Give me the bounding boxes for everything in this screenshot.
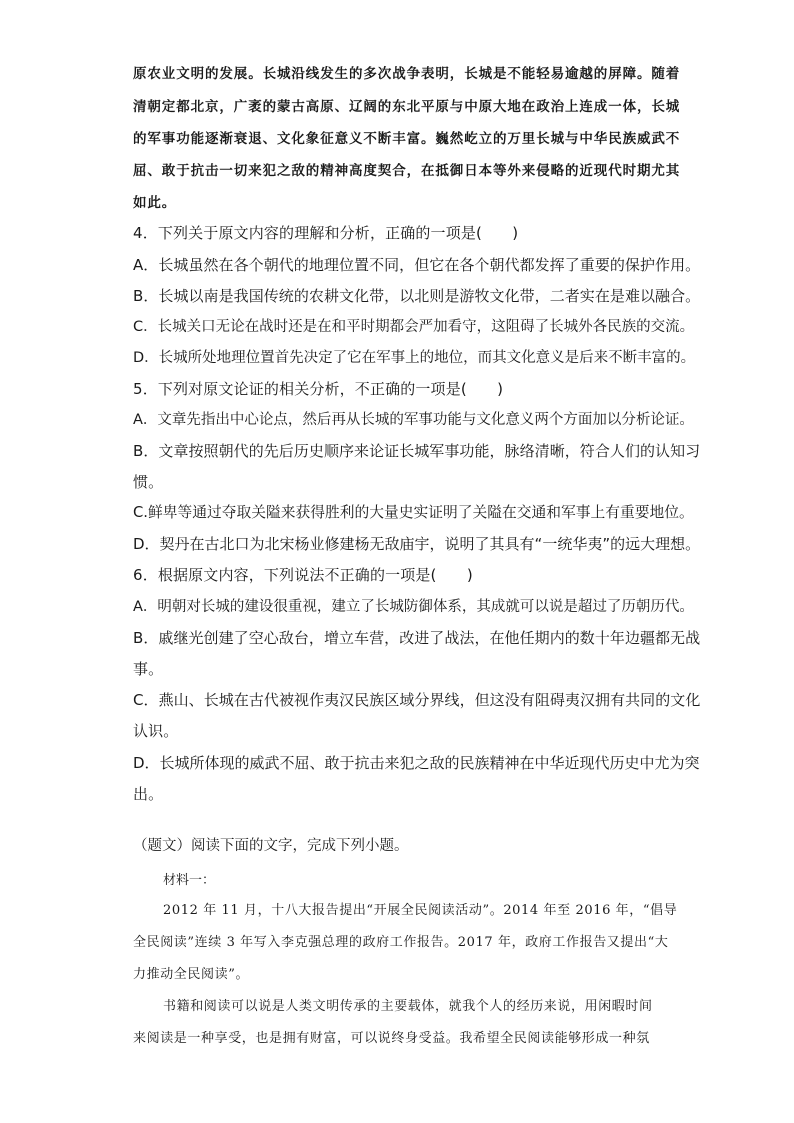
material-line: 来阅读是一种享受，也是拥有财富，可以说终身受益。我希望全民阅读能够形成一种氛: [133, 1031, 650, 1046]
question-option-d: D．契丹在古北口为北宋杨业修建杨无敌庙宇，说明了其具有“一统华夷”的远大理想。: [133, 535, 701, 553]
article-line: 清朝定都北京，广袤的蒙古高原、辽阔的东北平原与中原大地在政治上连成一体，长城: [133, 99, 681, 115]
question-option-b: B．文章按照朝代的先后历史顺序来论证长城军事功能，脉络清晰，符合人们的认知习: [133, 442, 701, 460]
question-option-c: C．长城关口无论在战时还是在和平时期都会严加看守，这阻碍了长城外各民族的交流。: [133, 319, 695, 335]
question-option-c-cont: 认识。: [133, 722, 179, 740]
question-stem: 4．下列关于原文内容的理解和分析，正确的一项是( ): [133, 224, 519, 242]
question-option-a: A．长城虽然在各个朝代的地理位置不同，但它在各个朝代都发挥了重要的保护作用。: [133, 256, 701, 274]
question-option-a: A．明朝对长城的建设很重视，建立了长城防御体系，其成就可以说是超过了历朝历代。: [133, 599, 694, 615]
question-option-b: B．戚继光创建了空心敌台，增立车营，改进了战法，在他任期内的数十年边疆都无战: [133, 629, 701, 647]
question-option-a: A．文章先指出中心论点，然后再从长城的军事功能与文化意义两个方面加以分析论证。: [133, 412, 694, 428]
article-line: 原农业文明的发展。长城沿线发生的多次战争表明，长城是不能轻易逾越的屏障。随着: [133, 66, 681, 82]
question-option-d: D．长城所体现的威武不屈、敢于抗击来犯之敌的民族精神在中华近现代历史中尤为突: [133, 754, 700, 772]
material-line: 全民阅读”连续 3 年写入李克强总理的政府工作报告。2017 年，政府工作报告又提出“大: [133, 935, 669, 950]
article-line: 屈、敢于抗击一切来犯之敌的精神高度契合，在抵御日本等外来侵略的近现代时期尤其: [133, 163, 681, 179]
material-line: 力推动全民阅读”。: [133, 967, 250, 982]
question-option-d: D．长城所处地理位置首先决定了它在军事上的地位，而其文化意义是后来不断丰富的。: [133, 350, 696, 366]
reading-intro: （题文）阅读下面的文字，完成下列小题。: [133, 838, 409, 854]
question-option-c: C．燕山、长城在古代被视作夷汉民族区域分界线，但这没有阻碍夷汉拥有共同的文化: [133, 691, 701, 709]
question-option-b-cont: 惯。: [133, 473, 164, 491]
article-line: 的军事功能逐渐衰退、文化象征意义不断丰富。巍然屹立的万里长城与中华民族威武不: [133, 131, 681, 147]
question-option-b-cont: 事。: [133, 660, 164, 678]
article-line: 如此。: [133, 195, 177, 211]
material-line: 书籍和阅读可以说是人类文明传承的主要载体，就我个人的经历来说，用闲暇时间: [163, 999, 653, 1014]
material-line: 2012 年 11 月，十八大报告提出“开展全民阅读活动”。2014 年至 2016 年，“倡导: [163, 903, 678, 918]
question-option-c: C.鲜卑等通过夺取关隘来获得胜利的大量史实证明了关隘在交通和军事上有重要地位。: [133, 504, 694, 521]
material-title: 材料一：: [163, 873, 216, 888]
question-stem: 6．根据原文内容，下列说法不正确的一项是( ): [133, 566, 473, 584]
question-stem: 5．下列对原文论证的相关分析，不正确的一项是( ): [133, 380, 504, 398]
question-option-d-cont: 出。: [133, 785, 164, 803]
question-option-b: B．长城以南是我国传统的农耕文化带，以北则是游牧文化带，二者实在是难以融合。: [133, 287, 701, 305]
